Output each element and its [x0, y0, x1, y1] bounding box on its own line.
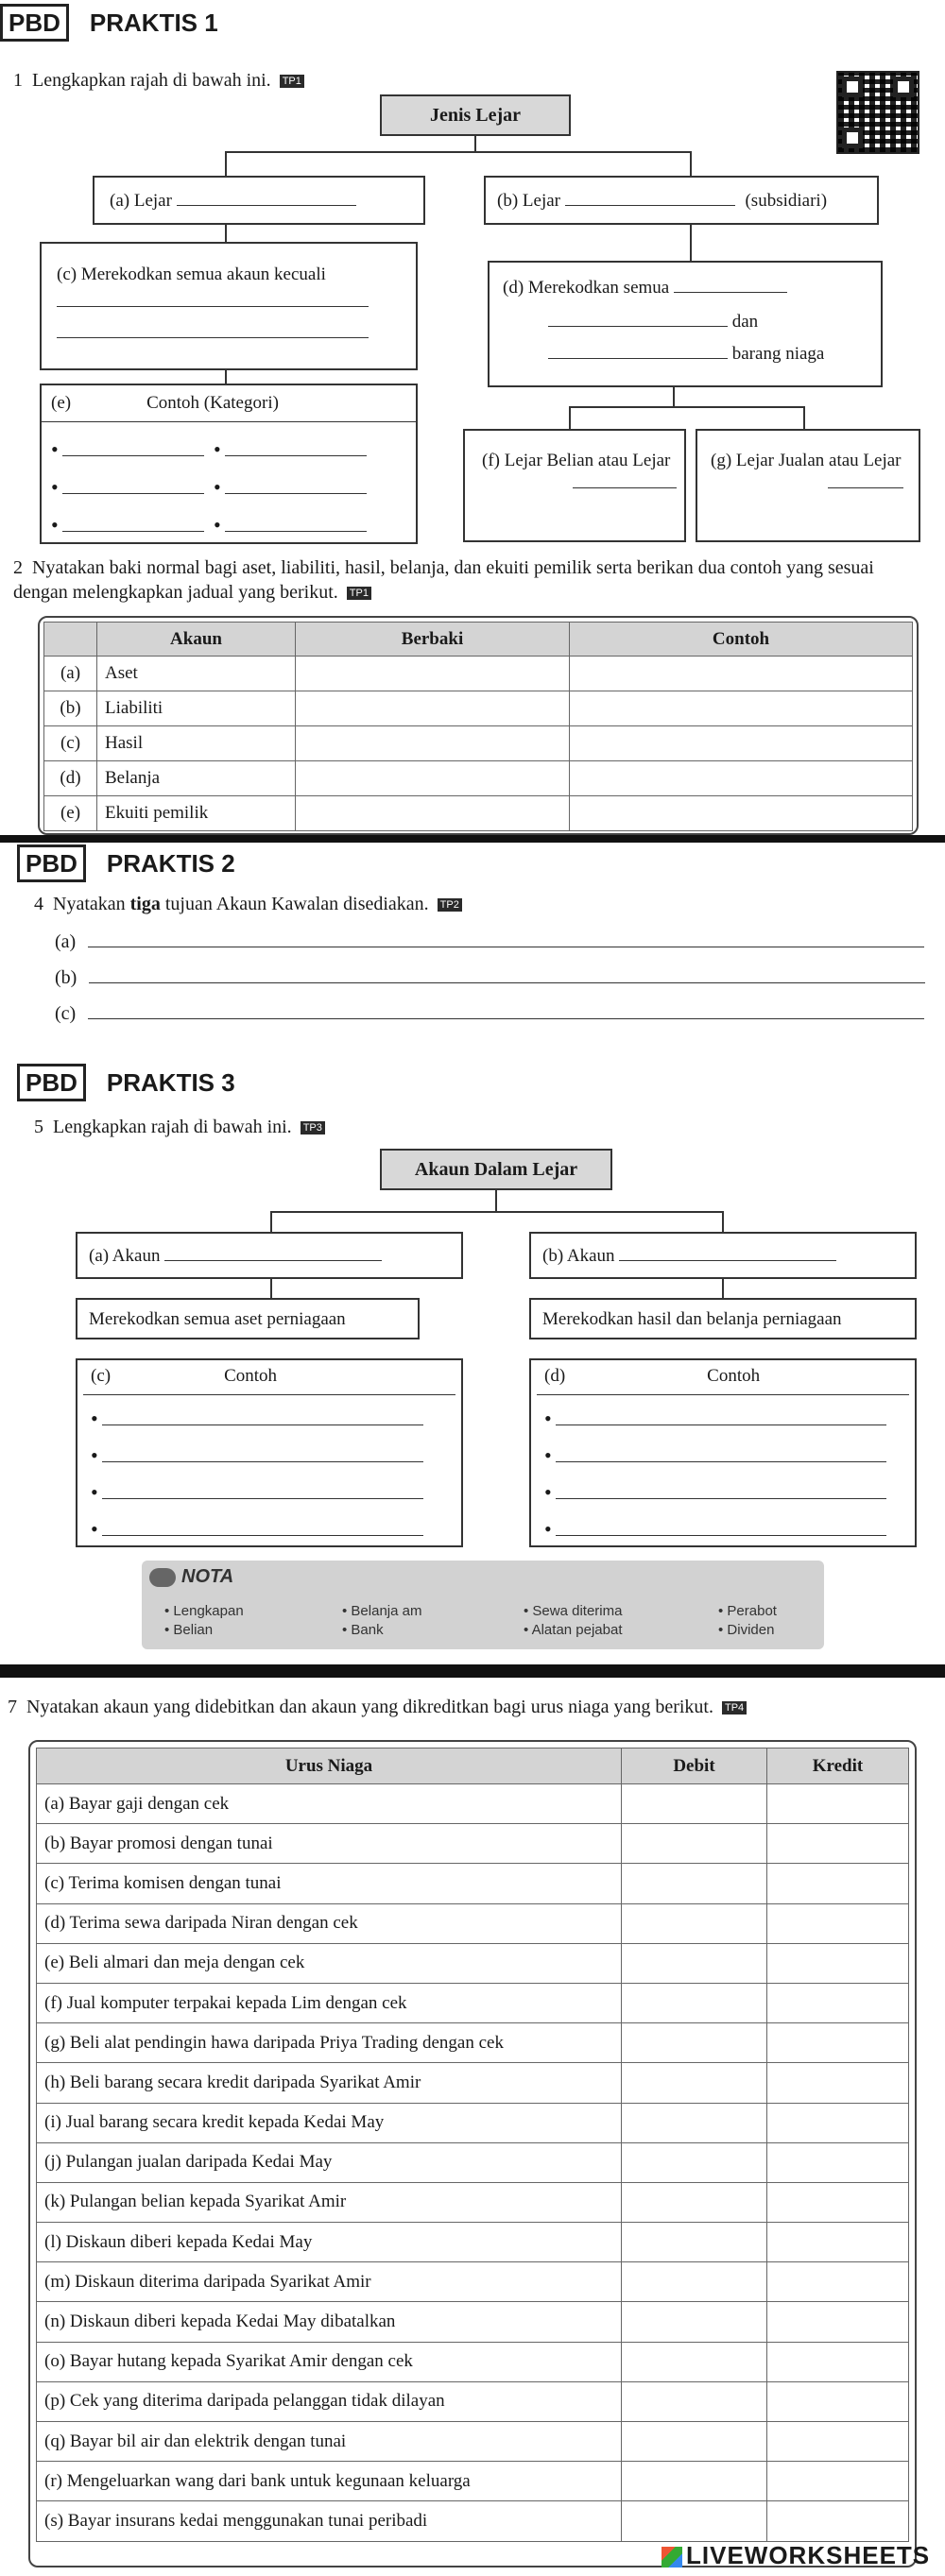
nota-item: Lengkapan	[173, 1603, 244, 1619]
root-node-jenis-lejar: Jenis Lejar	[380, 94, 571, 136]
answer-blank[interactable]	[556, 1424, 886, 1425]
nota-box: NOTA • Lengkapan • Belian • Belanja am • Bank • Sewa diterima • Alatan pejabat • Perabot • Dividen	[142, 1561, 824, 1649]
table-row	[44, 657, 913, 691]
urus-niaga-cell: (i) Jual barang secara kredit kepada Kedai May	[37, 2103, 622, 2142]
col-kredit: Kredit	[767, 1749, 909, 1784]
table-row	[37, 2302, 909, 2342]
urus-niaga-cell: (c) Terima komisen dengan tunai	[37, 1864, 622, 1903]
table-row	[37, 2223, 909, 2262]
kredit-answer-cell[interactable]	[767, 2342, 909, 2381]
node-b-label: (b) Akaun	[542, 1246, 615, 1266]
node-e: (e) Contoh (Kategori) • • • • • •	[40, 384, 418, 544]
table-row	[37, 2342, 909, 2381]
debit-answer-cell[interactable]	[622, 1824, 767, 1864]
node-d-label: (d)	[544, 1366, 566, 1386]
table-row	[37, 2381, 909, 2421]
table-row	[37, 2422, 909, 2462]
row-label: Ekuiti pemilik	[97, 796, 296, 831]
answer-blank[interactable]	[164, 1260, 382, 1261]
tp-badge: TP3	[301, 1121, 325, 1134]
col-contoh: Contoh	[570, 623, 913, 657]
question-text: tujuan Akaun Kawalan disediakan.	[164, 894, 429, 914]
liveworksheets-logo	[662, 2541, 930, 2570]
table-row	[44, 796, 913, 831]
row-label: Aset	[97, 657, 296, 691]
question-text: Lengkapkan rajah di bawah ini.	[32, 70, 271, 91]
debit-answer-cell[interactable]	[622, 2342, 767, 2381]
urus-niaga-cell: (m) Diskaun diterima daripada Syarikat Amir	[37, 2262, 622, 2302]
question-text: Nyatakan akaun yang didebitkan dan akaun yang dikreditkan bagi urus niaga yang berikut.	[26, 1697, 713, 1717]
node-akaun-a	[76, 1232, 463, 1279]
row-key: (e)	[44, 796, 97, 831]
answer-blank[interactable]	[102, 1461, 423, 1462]
item-label: (a)	[55, 931, 77, 952]
debit-answer-cell[interactable]	[622, 2223, 767, 2262]
node-f-label: (f) Lejar Belian atau Lejar	[482, 451, 671, 470]
answer-blank[interactable]	[828, 487, 903, 488]
col-debit: Debit	[622, 1749, 767, 1784]
tp-badge: TP4	[722, 1701, 747, 1714]
item-label: (b)	[55, 967, 77, 988]
node-b-suffix: (subsidiari)	[745, 191, 828, 211]
node-a	[93, 176, 425, 225]
answer-blank[interactable]	[548, 326, 728, 327]
liveworksheets-icon	[662, 2547, 682, 2567]
debit-answer-cell[interactable]	[622, 2302, 767, 2342]
answer-blank[interactable]	[102, 1498, 423, 1499]
answer-cell[interactable]	[296, 796, 570, 831]
praktis1-header	[0, 4, 218, 42]
kredit-answer-cell[interactable]	[767, 1983, 909, 2022]
table-row	[44, 726, 913, 761]
table-row	[37, 2142, 909, 2182]
urus-niaga-cell: (b) Bayar promosi dengan tunai	[37, 1824, 622, 1864]
node-b-label: (b) Lejar	[497, 191, 560, 211]
pbd-badge: PBD	[0, 4, 69, 42]
debit-answer-cell[interactable]	[622, 2103, 767, 2142]
question-7	[8, 1695, 747, 1720]
kredit-answer-cell[interactable]	[767, 1943, 909, 1983]
answer-blank[interactable]	[225, 531, 367, 532]
question-text: Nyatakan baki normal bagi aset, liabiliti, hasil, belanja, dan ekuiti pemilik serta berikan dua contoh yang sesuai dengan melengkapkan jadual yang berikut.	[13, 557, 874, 603]
row-key: (a)	[44, 657, 97, 691]
question-5	[34, 1115, 325, 1140]
table-row	[37, 2462, 909, 2501]
praktis2-header	[17, 844, 235, 882]
answer-cell[interactable]	[296, 726, 570, 761]
kredit-answer-cell[interactable]	[767, 2023, 909, 2063]
urus-niaga-cell: (o) Bayar hutang kepada Syarikat Amir dengan cek	[37, 2342, 622, 2381]
section-divider	[0, 1664, 945, 1678]
debit-answer-cell[interactable]	[622, 1784, 767, 1824]
praktis-title: PRAKTIS 2	[106, 849, 235, 878]
table-row	[37, 2182, 909, 2222]
answer-blank[interactable]	[62, 493, 204, 494]
tp-badge: TP1	[280, 75, 304, 88]
urus-niaga-cell: (r) Mengeluarkan wang dari bank untuk kegunaan keluarga	[37, 2462, 622, 2501]
kredit-answer-cell[interactable]	[767, 2462, 909, 2501]
answer-cell[interactable]	[570, 796, 913, 831]
kredit-answer-cell[interactable]	[767, 2103, 909, 2142]
table-urus-niaga	[28, 1740, 917, 2567]
table-row	[37, 2063, 909, 2103]
table-row	[37, 2501, 909, 2541]
answer-blank[interactable]	[62, 455, 204, 456]
answer-cell[interactable]	[570, 691, 913, 726]
kredit-answer-cell[interactable]	[767, 1903, 909, 1943]
question-number: 5	[34, 1117, 43, 1137]
praktis3-header	[17, 1064, 235, 1101]
node-akaun-b	[529, 1232, 917, 1279]
speech-bubble-icon	[149, 1568, 176, 1587]
urus-niaga-cell: (f) Jual komputer terpakai kepada Lim dengan cek	[37, 1983, 622, 2022]
node-e-label: (e)	[51, 393, 72, 413]
debit-answer-cell[interactable]	[622, 2063, 767, 2103]
row-key: (d)	[44, 761, 97, 796]
pbd-badge: PBD	[17, 1064, 86, 1101]
answer-cell[interactable]	[296, 761, 570, 796]
section-divider	[0, 835, 945, 843]
answer-blank[interactable]	[556, 1498, 886, 1499]
nota-title: NOTA	[181, 1566, 234, 1587]
nota-item: Bank	[351, 1622, 384, 1638]
question-1	[13, 68, 304, 94]
urus-niaga-cell: (n) Diskaun diberi kepada Kedai May dibatalkan	[37, 2302, 622, 2342]
node-d-contoh: (d) Contoh • • • •	[529, 1358, 917, 1547]
node-c-contoh: (c) Contoh • • • •	[76, 1358, 463, 1547]
answer-cell[interactable]	[570, 761, 913, 796]
urus-niaga-cell: (j) Pulangan jualan daripada Kedai May	[37, 2142, 622, 2182]
debit-answer-cell[interactable]	[622, 2262, 767, 2302]
urus-niaga-cell: (e) Beli almari dan meja dengan cek	[37, 1943, 622, 1983]
answer-cell[interactable]	[296, 657, 570, 691]
kredit-answer-cell[interactable]	[767, 2063, 909, 2103]
kredit-answer-cell[interactable]	[767, 2262, 909, 2302]
kredit-answer-cell[interactable]	[767, 2302, 909, 2342]
node-f	[463, 429, 686, 542]
row-label: Hasil	[97, 726, 296, 761]
nota-item: Dividen	[727, 1622, 775, 1638]
answer-blank[interactable]	[102, 1535, 423, 1536]
answer-cell[interactable]	[296, 691, 570, 726]
nota-item: Belanja am	[351, 1603, 422, 1619]
answer-blank[interactable]	[88, 1018, 924, 1019]
debit-answer-cell[interactable]	[622, 2381, 767, 2421]
answer-blank[interactable]	[565, 205, 735, 206]
answer-blank[interactable]	[556, 1535, 886, 1536]
answer-blank[interactable]	[57, 306, 369, 307]
node-b-desc: Merekodkan hasil dan belanja perniagaan	[529, 1298, 917, 1339]
answer-list	[55, 930, 934, 1037]
row-key: (c)	[44, 726, 97, 761]
question-2	[13, 555, 930, 606]
answer-blank[interactable]	[674, 292, 787, 293]
urus-niaga-cell: (a) Bayar gaji dengan cek	[37, 1784, 622, 1824]
table-row	[44, 691, 913, 726]
row-label: Belanja	[97, 761, 296, 796]
urus-niaga-cell: (q) Bayar bil air dan elektrik dengan tunai	[37, 2422, 622, 2462]
qr-code-icon[interactable]	[836, 71, 919, 154]
kredit-answer-cell[interactable]	[767, 1824, 909, 1864]
table-row	[44, 761, 913, 796]
table-row	[37, 1824, 909, 1864]
debit-answer-cell[interactable]	[622, 1983, 767, 2022]
debit-answer-cell[interactable]	[622, 2462, 767, 2501]
urus-niaga-cell: (d) Terima sewa daripada Niran dengan cek	[37, 1903, 622, 1943]
debit-answer-cell[interactable]	[622, 1903, 767, 1943]
node-a-desc: Merekodkan semua aset perniagaan	[76, 1298, 420, 1339]
node-c-title: Contoh	[224, 1366, 278, 1386]
table-baki-normal	[38, 616, 919, 835]
debit-answer-cell[interactable]	[622, 2182, 767, 2222]
tp-badge: TP1	[347, 587, 371, 600]
watermark-text: LIVEWORKSHEETS	[686, 2541, 931, 2569]
node-d-barang: barang niaga	[731, 344, 825, 364]
node-e-title: Contoh (Kategori)	[146, 393, 279, 413]
tp-badge: TP2	[438, 898, 462, 912]
kredit-answer-cell[interactable]	[767, 1784, 909, 1824]
debit-answer-cell[interactable]	[622, 2142, 767, 2182]
question-number: 2	[13, 557, 23, 578]
question-number: 7	[8, 1697, 17, 1717]
debit-answer-cell[interactable]	[622, 2422, 767, 2462]
col-akaun: Akaun	[97, 623, 296, 657]
urus-niaga-cell: (l) Diskaun diberi kepada Kedai May	[37, 2223, 622, 2262]
question-4	[34, 892, 462, 917]
node-d-title: Contoh	[707, 1366, 761, 1386]
debit-answer-cell[interactable]	[622, 1864, 767, 1903]
answer-cell[interactable]	[570, 726, 913, 761]
praktis-title: PRAKTIS 1	[89, 9, 218, 37]
answer-blank[interactable]	[225, 493, 367, 494]
kredit-answer-cell[interactable]	[767, 2422, 909, 2462]
question-emphasis: tiga	[129, 894, 161, 914]
urus-niaga-cell: (s) Bayar insurans kedai menggunakan tunai peribadi	[37, 2501, 622, 2541]
node-a-label: (a) Lejar	[110, 191, 172, 211]
node-c-label: (c) Merekodkan semua akaun kecuali	[57, 264, 326, 284]
praktis-title: PRAKTIS 3	[106, 1068, 235, 1097]
table-row	[37, 2023, 909, 2063]
urus-niaga-cell: (h) Beli barang secara kredit daripada Syarikat Amir	[37, 2063, 622, 2103]
kredit-answer-cell[interactable]	[767, 2381, 909, 2421]
answer-blank[interactable]	[57, 337, 369, 338]
table-row	[37, 1784, 909, 1824]
item-label: (c)	[55, 1003, 77, 1024]
node-g	[696, 429, 920, 542]
urus-niaga-cell: (k) Pulangan belian kepada Syarikat Amir	[37, 2182, 622, 2222]
answer-blank[interactable]	[619, 1260, 836, 1261]
row-label: Liabiliti	[97, 691, 296, 726]
node-b	[484, 176, 879, 225]
root-node-akaun-dalam-lejar: Akaun Dalam Lejar	[380, 1149, 612, 1190]
answer-blank[interactable]	[573, 487, 677, 488]
answer-blank[interactable]	[556, 1461, 886, 1462]
nota-item: Sewa diterima	[532, 1603, 623, 1619]
kredit-answer-cell[interactable]	[767, 2223, 909, 2262]
table-row	[37, 2103, 909, 2142]
nota-item: Belian	[173, 1622, 214, 1638]
col-urus-niaga: Urus Niaga	[37, 1749, 622, 1784]
node-g-label: (g) Lejar Jualan atau Lejar	[711, 451, 902, 470]
answer-blank[interactable]	[62, 531, 204, 532]
question-text: Lengkapkan rajah di bawah ini.	[53, 1117, 292, 1137]
kredit-answer-cell[interactable]	[767, 2501, 909, 2541]
node-a-label: (a) Akaun	[89, 1246, 161, 1266]
urus-niaga-cell: (g) Beli alat pendingin hawa daripada Priya Trading dengan cek	[37, 2023, 622, 2063]
question-number: 4	[34, 894, 43, 914]
answer-blank[interactable]	[548, 358, 728, 359]
node-d-label: (d) Merekodkan semua	[503, 278, 670, 298]
answer-blank[interactable]	[225, 455, 367, 456]
pbd-badge: PBD	[17, 844, 86, 882]
kredit-answer-cell[interactable]	[767, 1864, 909, 1903]
table-row	[37, 2262, 909, 2302]
kredit-answer-cell[interactable]	[767, 2142, 909, 2182]
row-key: (b)	[44, 691, 97, 726]
table-row	[37, 1983, 909, 2022]
debit-answer-cell[interactable]	[622, 2023, 767, 2063]
debit-answer-cell[interactable]	[622, 1943, 767, 1983]
question-number: 1	[13, 70, 23, 91]
node-d-dan: dan	[731, 312, 759, 332]
question-text: Nyatakan	[53, 894, 126, 914]
answer-blank[interactable]	[89, 982, 925, 983]
table-row	[37, 1943, 909, 1983]
kredit-answer-cell[interactable]	[767, 2182, 909, 2222]
debit-answer-cell[interactable]	[622, 2501, 767, 2541]
col-berbaki: Berbaki	[296, 623, 570, 657]
answer-blank[interactable]	[177, 205, 356, 206]
nota-item: Alatan pejabat	[531, 1622, 623, 1638]
node-c	[40, 242, 418, 370]
answer-blank[interactable]	[102, 1424, 423, 1425]
nota-item: Perabot	[727, 1603, 777, 1619]
table-row	[37, 1864, 909, 1903]
table-row	[37, 1903, 909, 1943]
urus-niaga-cell: (p) Cek yang diterima daripada pelanggan tidak dilayan	[37, 2381, 622, 2421]
answer-cell[interactable]	[570, 657, 913, 691]
node-c-label: (c)	[91, 1366, 112, 1386]
node-d	[488, 261, 883, 387]
